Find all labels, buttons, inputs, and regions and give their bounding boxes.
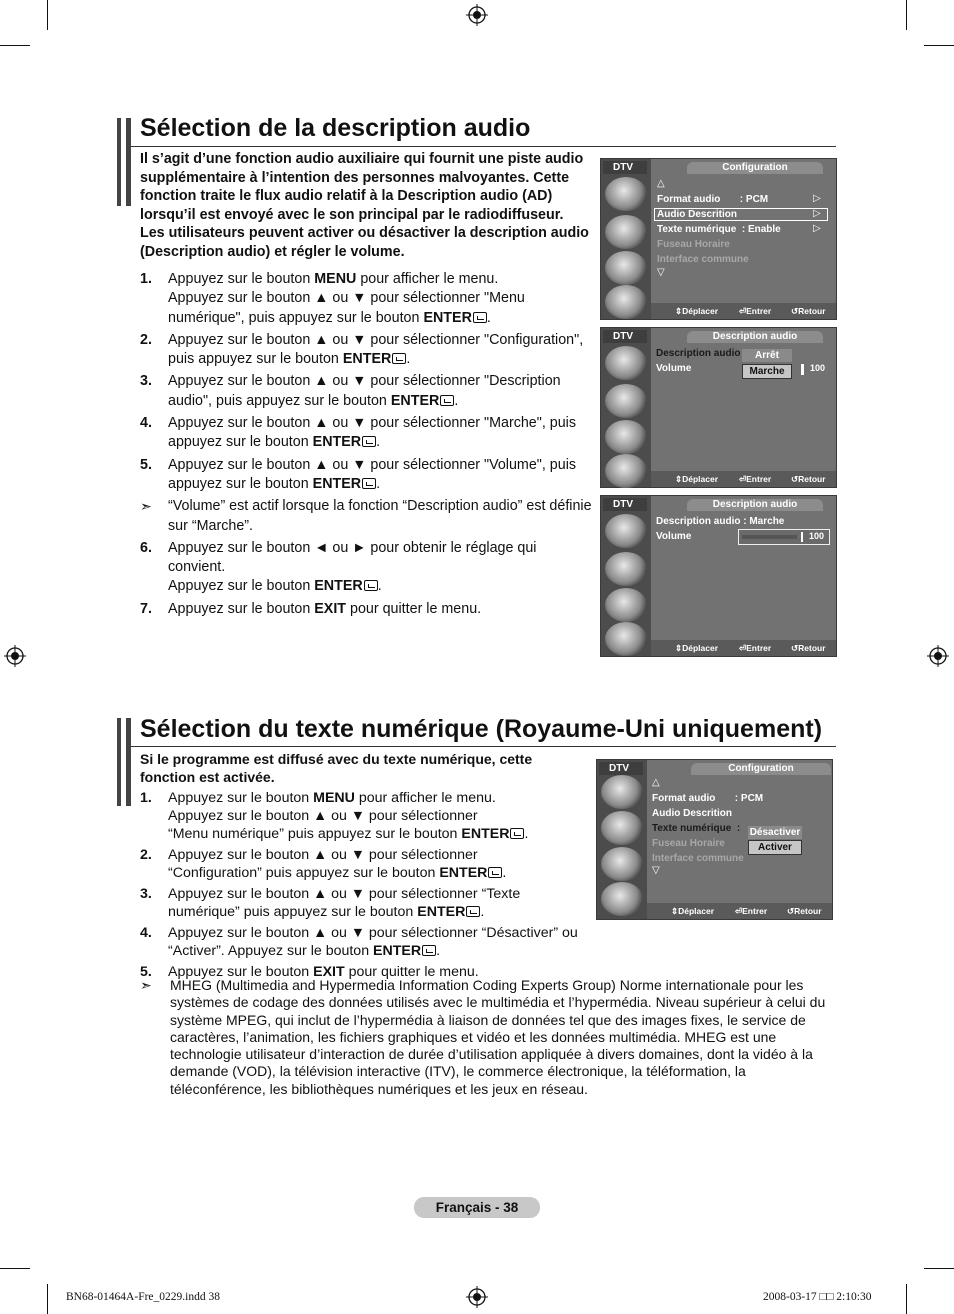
- step-number: 4.: [140, 925, 152, 941]
- crop-mark: [924, 45, 954, 46]
- registration-mark-icon: [927, 645, 949, 667]
- right-arrow-icon: ▷: [813, 223, 821, 234]
- step-number: 5.: [140, 456, 152, 473]
- up-arrow-icon: △: [652, 777, 660, 788]
- mheg-text: MHEG (Multimedia and Hypermedia Information Coding Experts Group) Norme internationale pour les systèmes de codage des données utilisés avec le multimédia et l’hypermédia. Niveau supérieur à celui du système MPEG, qui inclut de l’hypermédia à liaison de données tel que des images fixes, le service de caractères, l’animation, les fichiers graphiques et vidéo et les données multimédia. MHEG est une technologie utilisateur d’interaction de durée d’utilisation appliquée à divers domaines, dont la vidéo à la demande (VOD), la télévision interactive (ITV), le commerce électronique, la téléformation, la téléconférence, les bibliothèques numériques et les jeux en réseau.: [170, 977, 826, 1097]
- section2-intro: Si le programme est diffusé avec du texte numérique, cette fonction est activée.: [140, 751, 533, 785]
- input-icon: [601, 882, 643, 916]
- step-number: 6.: [140, 539, 152, 556]
- gear-icon: [605, 251, 647, 285]
- tv-tab: DTV: [603, 330, 647, 343]
- tv-screen-configuration-texte: [596, 759, 833, 920]
- step-item: [140, 414, 592, 453]
- sound-icon: [601, 811, 643, 845]
- title-underline: [131, 746, 836, 747]
- tv-header: Description audio: [687, 331, 823, 343]
- tv-row: Volume: [656, 531, 692, 542]
- option-off: Arrêt: [742, 349, 792, 362]
- file-name: BN68-01464A-Fre_0229.indd 38: [66, 1291, 220, 1303]
- volume-track: [742, 535, 797, 539]
- tv-tab: DTV: [603, 161, 647, 174]
- step-text: Appuyez sur le bouton ▲ ou ▼ pour sélectionner "Description audio", puis appuyez sur le bouton ENTER .: [168, 373, 561, 409]
- step-item: [140, 846, 580, 882]
- step-number: 4.: [140, 415, 152, 432]
- tv-row: Description audio: [656, 348, 741, 359]
- tv-row: Audio Descrition: [657, 209, 738, 220]
- sound-icon: [605, 215, 647, 249]
- volume-thumb: [801, 532, 803, 542]
- tv-row: Format audio : PCM: [657, 194, 769, 205]
- crop-mark: [0, 1268, 30, 1269]
- crop-mark: [924, 1268, 954, 1269]
- down-arrow-icon: ▽: [657, 267, 665, 278]
- section-bar: [117, 118, 121, 206]
- tv-header: Configuration: [691, 763, 831, 775]
- satellite-icon: [605, 514, 647, 548]
- input-icon: [605, 285, 647, 319]
- print-date: 2008-03-17 □□ 2:10:30: [763, 1291, 872, 1303]
- gear-icon: [601, 847, 643, 881]
- gear-icon: [605, 420, 647, 454]
- up-arrow-icon: △: [657, 178, 665, 189]
- tv-row: Format audio : PCM: [652, 793, 764, 804]
- volume-value: 100: [809, 531, 825, 541]
- input-icon: [605, 622, 647, 656]
- option-deactivate: Désactiver: [749, 827, 801, 838]
- gear-icon: [605, 588, 647, 622]
- right-arrow-icon: ▷: [813, 193, 821, 204]
- section1-title: Sélection de la description audio: [140, 114, 531, 142]
- step-item: [140, 539, 592, 597]
- step-number: 1.: [140, 790, 152, 806]
- step-item: [140, 456, 592, 495]
- step-item: [140, 885, 580, 921]
- step-item: [140, 600, 592, 619]
- step-item: [140, 924, 580, 960]
- step-item: [140, 789, 580, 843]
- tv-row: Audio Descrition: [652, 808, 733, 819]
- mheg-note: [140, 977, 835, 1098]
- title-underline: [131, 146, 836, 147]
- step-text: Appuyez sur le bouton ▲ ou ▼ pour sélectionner "Marche", puis appuyez sur le bouton ENTER .: [168, 415, 577, 451]
- section-bar: [126, 118, 131, 206]
- tv-screen-description-audio: [600, 327, 837, 488]
- tv-footer: ⇕ Déplacer ⏎ Entrer ↺ Retour: [651, 303, 836, 319]
- tv-row: Volume: [656, 363, 692, 374]
- step-number: 2.: [140, 331, 152, 348]
- section1-steps: [140, 270, 592, 622]
- step-text: Appuyez sur le bouton ▲ ou ▼ pour sélectionner “Configuration” puis appuyez sur le bouton ENTER .: [168, 847, 507, 881]
- page-number-badge: Français - 38: [414, 1197, 540, 1218]
- tv-row: Fuseau Horaire: [657, 239, 730, 250]
- tv-screen-volume: [600, 495, 837, 657]
- step-number: 5.: [140, 964, 152, 980]
- crop-mark: [47, 1284, 48, 1314]
- step-text: Appuyez sur le bouton ▲ ou ▼ pour sélectionner "Configuration", puis appuyez sur le bouton ENTER .: [168, 331, 584, 368]
- volume-value: 100: [810, 363, 826, 373]
- input-icon: [605, 454, 647, 488]
- step-text: Appuyez sur le bouton EXIT pour quitter le menu.: [168, 600, 482, 617]
- tv-footer: ⇕ Déplacer ⏎ Entrer ↺ Retour: [651, 471, 836, 487]
- right-arrow-icon: ▷: [813, 208, 821, 219]
- volume-bar: [801, 364, 804, 375]
- crop-mark: [906, 1284, 907, 1314]
- step-item: [140, 331, 592, 370]
- note-arrow-icon: ➣: [140, 977, 152, 993]
- satellite-icon: [601, 775, 643, 809]
- option-activate: Activer: [748, 840, 802, 855]
- tv-tab: DTV: [599, 762, 643, 775]
- tv-row: Interface commune: [657, 254, 749, 265]
- tv-row: Texte numérique : Enable: [657, 224, 781, 235]
- tv-screen-configuration: [600, 158, 837, 320]
- section1-intro: Il s’agit d’une fonction audio auxiliaire qui fournit une piste audio supplémentaire à l’intention des personnes malvoyantes. Cette fonction traite le flux audio relatif à la Description audio (AD) lorsqu’il est envoyé avec le son principal par le radiodiffuseur. Les utilisateurs peuvent activer ou désactiver la description audio (Description audio) et régler le volume.: [140, 151, 589, 260]
- tv-footer: ⇕ Déplacer ⏎ Entrer ↺ Retour: [647, 903, 832, 919]
- step-text: Appuyez sur le bouton MENU pour afficher le menu. Appuyez sur le bouton ▲ ou ▼ pour sélectionner "Menu numérique", puis appuyez sur le bouton ENTER .: [168, 271, 525, 326]
- option-on: Marche: [742, 364, 792, 379]
- crop-mark: [47, 0, 48, 30]
- step-number: 3.: [140, 373, 152, 390]
- section-bar: [126, 718, 131, 806]
- step-text: Appuyez sur le bouton ▲ ou ▼ pour sélectionner “Désactiver” ou “Activer”. Appuyez sur le bouton ENTER .: [168, 925, 578, 959]
- note-arrow-icon: ➣: [140, 498, 152, 515]
- crop-mark: [0, 45, 30, 46]
- step-note: [140, 497, 592, 536]
- section2-steps: [140, 789, 580, 984]
- section-bar: [117, 718, 121, 806]
- tv-header: Configuration: [687, 162, 823, 174]
- tv-row: Texte numérique :: [652, 823, 741, 834]
- satellite-icon: [605, 177, 647, 211]
- step-item: [140, 270, 592, 328]
- step-number: 3.: [140, 886, 152, 902]
- step-item: [140, 372, 592, 411]
- registration-mark-icon: [4, 645, 26, 667]
- step-text: Appuyez sur le bouton MENU pour afficher le menu. Appuyez sur le bouton ▲ ou ▼ pour sélectionner “Menu numérique” puis appuyez sur le bouton ENTER .: [168, 790, 529, 842]
- step-text: Appuyez sur le bouton ▲ ou ▼ pour sélectionner “Texte numérique” puis appuyez sur le bouton ENTER .: [168, 886, 521, 920]
- step-number: 2.: [140, 847, 152, 863]
- sound-icon: [605, 384, 647, 418]
- tv-header: Description audio: [687, 499, 823, 511]
- note-text: “Volume” est actif lorsque la fonction “Description audio” est définie sur “Marche”.: [168, 498, 592, 534]
- tv-row: Description audio : Marche: [656, 516, 785, 527]
- tv-row: Interface commune: [652, 853, 744, 864]
- step-text: Appuyez sur le bouton EXIT pour quitter le menu.: [168, 964, 479, 980]
- tv-row: Fuseau Horaire: [652, 838, 725, 849]
- tv-footer: ⇕ Déplacer ⏎ Entrer ↺ Retour: [651, 640, 836, 656]
- crop-mark: [906, 0, 907, 30]
- sound-icon: [605, 552, 647, 586]
- section2-title: Sélection du texte numérique (Royaume-Uni uniquement): [140, 715, 823, 743]
- step-text: Appuyez sur le bouton ▲ ou ▼ pour sélectionner "Volume", puis appuyez sur le bouton ENTER .: [168, 456, 577, 492]
- down-arrow-icon: ▽: [652, 865, 660, 876]
- satellite-icon: [605, 346, 647, 380]
- registration-mark-icon: [466, 1286, 488, 1308]
- step-text: Appuyez sur le bouton ◄ ou ► pour obtenir le réglage qui convient. Appuyez sur le bouton ENTER .: [168, 539, 537, 595]
- step-number: 7.: [140, 600, 152, 617]
- volume-slider: [738, 529, 830, 545]
- registration-mark-icon: [466, 4, 488, 26]
- step-number: 1.: [140, 271, 152, 287]
- tv-tab: DTV: [603, 498, 647, 511]
